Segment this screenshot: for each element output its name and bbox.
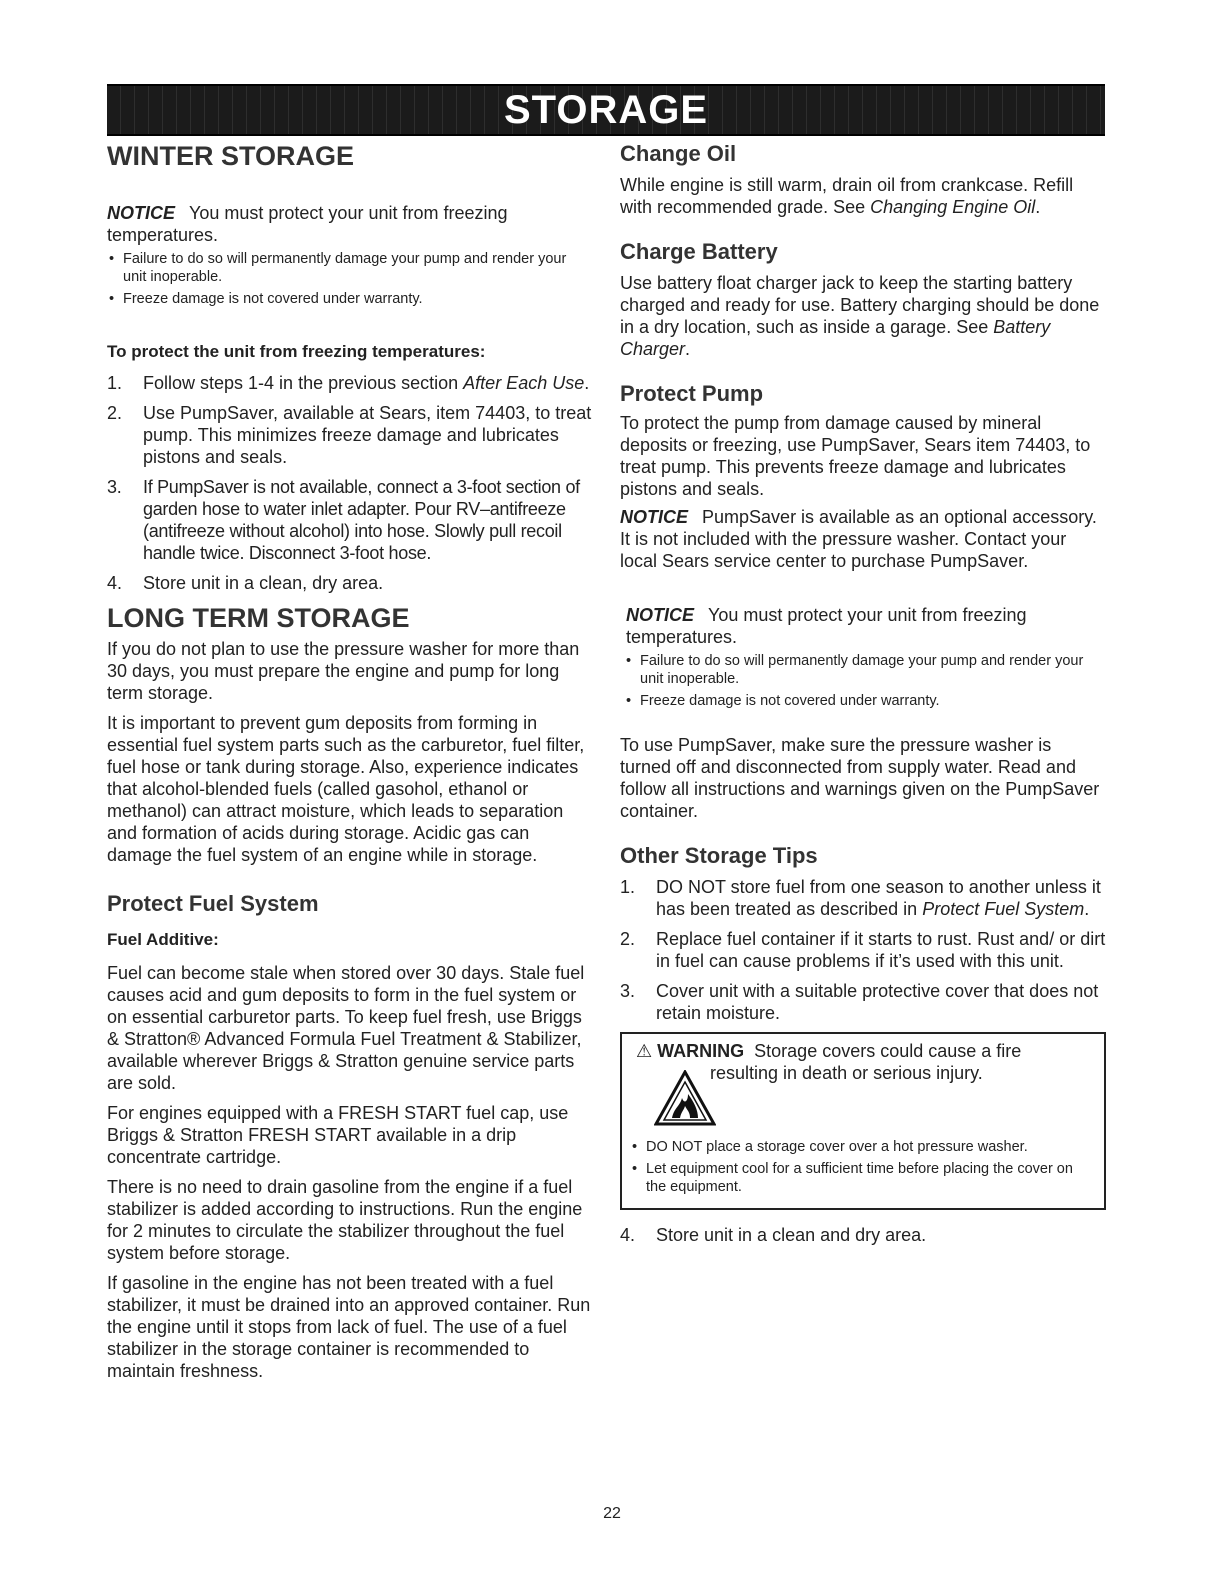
notice-label: NOTICE [620,507,689,527]
fuel-para-3: There is no need to drain gasoline from the engine if a fuel stabilizer is added according to instructions. Run the engine for 2 minutes to circulate the stabilizer throughout the fuel system before storage. [107,1177,583,1263]
other-storage-tips-heading: Other Storage Tips [620,843,818,868]
list-item: • DO NOT place a storage cover over a hot pressure washer. [630,1138,1096,1156]
notice-label: NOTICE [626,605,695,625]
notice-text: PumpSaver is available as an optional accessory. It is not included with the pressure washer. Contact your local Sears service center to purchase PumpSaver. [620,507,1097,571]
change-oil-text: While engine is still warm, drain oil from crankcase. Refill with recommended grade. See Changing Engine Oil. [620,175,1074,217]
winter-storage-heading: WINTER STORAGE [107,141,355,171]
list-item: • Let equipment cool for a sufficient time before placing the cover on the equipment. [630,1160,1096,1196]
pumpsaver-notice [620,506,1106,572]
warning-label: WARNING [657,1041,745,1061]
list-item: 1. Follow steps 1-4 in the previous section After Each Use. [107,373,590,393]
freeze-notice-bullets [620,652,1106,710]
storage-tips-list-continued [620,1224,1106,1246]
fuel-para-2: For engines equipped with a FRESH START fuel cap, use Briggs & Stratton FRESH START available in a drip concentrate cartridge. [107,1103,569,1167]
freeze-protect-steps [107,372,593,594]
change-oil-heading: Change Oil [620,141,737,166]
warning-box [620,1032,1106,1210]
list-item: 4. Store unit in a clean, dry area. [107,573,384,593]
list-item: 3. Cover unit with a suitable protective cover that does not retain moisture. [620,981,1099,1023]
freeze-protect-subheading: To protect the unit from freezing temperatures: [107,342,486,361]
left-column [107,138,593,1382]
warning-bullets [630,1138,1096,1196]
list-item: 2. Use PumpSaver, available at Sears, item 74403, to treat pump. This minimizes freeze damage and lubricates pistons and seals. [107,403,592,467]
charge-battery-heading: Charge Battery [620,239,778,264]
notice-label: NOTICE [107,203,176,223]
protect-pump-heading: Protect Pump [620,381,764,406]
list-item: • Failure to do so will permanently damage your pump and render your unit inoperable. [107,250,593,286]
list-item: 4. Store unit in a clean and dry area. [620,1225,927,1245]
banner-title: STORAGE [503,88,709,132]
list-item: 1. DO NOT store fuel from one season to another unless it has been treated as described in Protect Fuel System. [620,877,1101,919]
list-item: • Freeze damage is not covered under warranty. [624,692,1106,710]
long-term-para-2: It is important to prevent gum deposits from forming in essential fuel system parts such as the carburetor, fuel filter, fuel hose or tank during storage. Also, experience indicates that alcohol-blended fuels (called gasohol, ethanol or methanol) can attract moisture, which leads to separation and formation of acids during storage. Acidic gas can damage the fuel system of an engine while in storage. [107,713,585,865]
freeze-notice [620,604,1106,648]
protect-fuel-heading: Protect Fuel System [107,891,319,916]
list-item: 3. If PumpSaver is not available, connect a 3-foot section of garden hose to water inlet adapter. Pour RV–antifreeze (antifreeze without alcohol) into hose. Slowly pull recoil handle twice. Disconnect 3-foot hose. [107,477,580,563]
warning-line-1: Storage covers could cause a fire [754,1041,1022,1061]
protect-pump-text: To protect the pump from damage caused by mineral deposits or freezing, use PumpSaver, Sears item 74403, to treat pump. This prevents freeze damage and lubricates pistons and seals. [620,413,1091,499]
winter-notice [107,202,593,246]
pumpsaver-usage-text: To use PumpSaver, make sure the pressure washer is turned off and disconnected from supply water. Read and follow all instructions and warnings given on the PumpSaver container. [620,735,1100,821]
long-term-storage-heading: LONG TERM STORAGE [107,603,410,633]
winter-notice-bullets [107,250,593,308]
list-item: 2. Replace fuel container if it starts to rust. Rust and/ or dirt in fuel can cause problems if it’s used with this unit. [620,929,1106,971]
fuel-para-1: Fuel can become stale when stored over 30 days. Stale fuel causes acid and gum deposits to form in the fuel system or on essential carburetor parts. To keep fuel fresh, use Briggs & Stratton® Advanced Formula Fuel Treatment & Stabilizer, available wherever Briggs & Stratton genuine service parts are sold. [107,963,585,1093]
fuel-additive-subheading: Fuel Additive: [107,930,219,949]
long-term-para-1: If you do not plan to use the pressure washer for more than 30 days, you must prepare the engine and pump for long term storage. [107,639,580,703]
list-item: • Failure to do so will permanently damage your pump and render your unit inoperable. [624,652,1106,688]
page-number: 22 [603,1505,621,1522]
fuel-para-4: If gasoline in the engine has not been treated with a fuel stabilizer, it must be drained into an approved container. Run the engine until it stops from lack of fuel. The use of a fuel stabilizer in the storage container is recommended to maintain freshness. [107,1273,591,1381]
charge-battery-text: Use battery float charger jack to keep the starting battery charged and ready for use. Battery charging should be done in a dry location, such as inside a garage. See Battery Charger. [620,273,1100,359]
fire-hazard-icon [654,1070,716,1126]
storage-tips-list [620,876,1106,1024]
notice-text: You must protect your unit from freezing temperatures. [107,203,508,245]
warning-line-2: resulting in death or serious injury. [710,1063,983,1083]
right-column [620,138,1106,1254]
list-item: • Freeze damage is not covered under warranty. [107,290,593,308]
section-banner [107,84,1105,136]
warning-alert-icon: ⚠ [636,1041,653,1061]
notice-text: You must protect your unit from freezing temperatures. [626,605,1027,647]
